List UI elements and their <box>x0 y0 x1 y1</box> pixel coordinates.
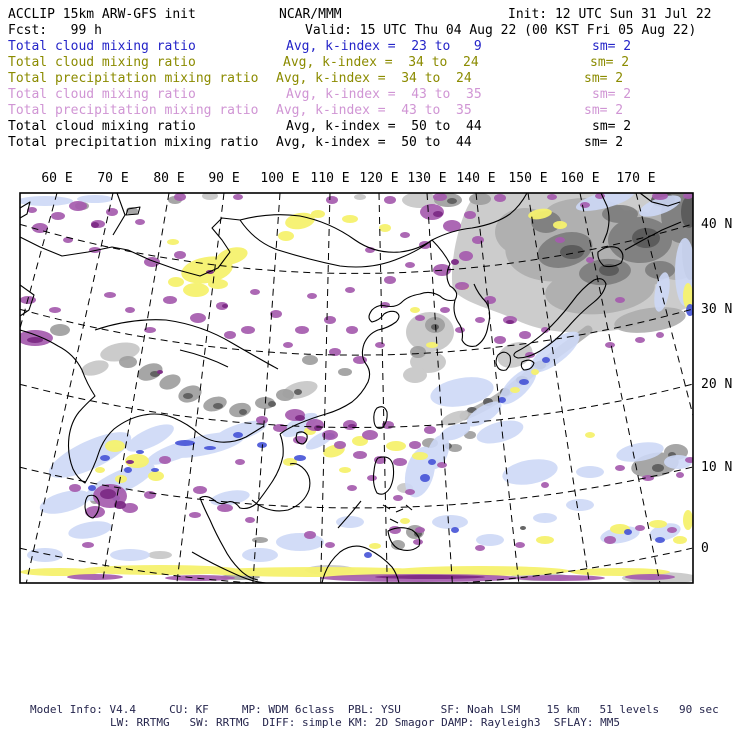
legend-row-text: Total cloud mixing ratio <box>8 87 196 102</box>
model-info-line: Model Info: V4.4 CU: KF MP: WDM 6class PBL: YSU SF: Noah LSM 15 km 51 levels 90 sec <box>30 703 719 716</box>
legend-row-text: Total precipitation mixing ratio <box>8 135 259 150</box>
legend-row-text: Avg, k-index = 34 to 24 <box>276 71 472 86</box>
lon-tick-label: 80 E <box>153 171 185 186</box>
legend-row-text: Total cloud mixing ratio <box>8 39 196 54</box>
lon-tick-label: 140 E <box>456 171 496 186</box>
lon-tick-label: 60 E <box>41 171 73 186</box>
lat-tick-label: 30 N <box>701 302 733 317</box>
header-text: Init: 12 UTC Sun 31 Jul 22 <box>508 7 712 22</box>
header-text: ACCLIP 15km ARW-GFS init <box>8 7 196 22</box>
lon-tick-label: 120 E <box>359 171 399 186</box>
legend-row-text: sm= 2 <box>592 119 632 134</box>
lon-tick-label: 90 E <box>208 171 240 186</box>
legend-row-text: Total cloud mixing ratio <box>8 119 196 134</box>
model-info-line: LW: RRTMG SW: RRTMG DIFF: simple KM: 2D Smagor DAMP: Rayleigh3 SFLAY: MM5 <box>110 716 620 729</box>
legend-row-text: sm= 2 <box>592 87 632 102</box>
lon-tick-label: 150 E <box>508 171 548 186</box>
lon-tick-label: 170 E <box>616 171 656 186</box>
legend-row-text: Total precipitation mixing ratio <box>8 103 259 118</box>
lon-tick-label: 100 E <box>260 171 300 186</box>
lat-tick-label: 40 N <box>701 217 733 232</box>
lat-tick-label: 0 <box>701 541 709 556</box>
lon-tick-label: 70 E <box>97 171 129 186</box>
legend-row-text: Avg, k-index = 50 to 44 <box>286 119 482 134</box>
legend-row-text: Avg, k-index = 43 to 35 <box>286 87 482 102</box>
legend-row-text: sm= 2 <box>584 103 624 118</box>
header-text: NCAR/MMM <box>279 7 342 22</box>
header-text: Valid: 15 UTC Thu 04 Aug 22 (00 KST Fri 05 Aug 22) <box>305 23 697 38</box>
lon-tick-label: 130 E <box>407 171 447 186</box>
legend-row-text: Avg, k-index = 23 to 9 <box>286 39 482 54</box>
legend-row-text: Avg, k-index = 50 to 44 <box>276 135 472 150</box>
legend-row-text: sm= 2 <box>584 135 624 150</box>
lon-tick-label: 160 E <box>560 171 600 186</box>
legend-row-text: sm= 2 <box>590 55 630 70</box>
lon-tick-label: 110 E <box>310 171 350 186</box>
legend-row-text: Total cloud mixing ratio <box>8 55 196 70</box>
header-text: Fcst: 99 h <box>8 23 102 38</box>
legend-row-text: Avg, k-index = 43 to 35 <box>276 103 472 118</box>
legend-row-text: sm= 2 <box>584 71 624 86</box>
legend-row-text: Total precipitation mixing ratio <box>8 71 259 86</box>
lat-tick-label: 10 N <box>701 460 733 475</box>
lat-tick-label: 20 N <box>701 377 733 392</box>
legend-row-text: Avg, k-index = 34 to 24 <box>283 55 479 70</box>
legend-row-text: sm= 2 <box>592 39 632 54</box>
